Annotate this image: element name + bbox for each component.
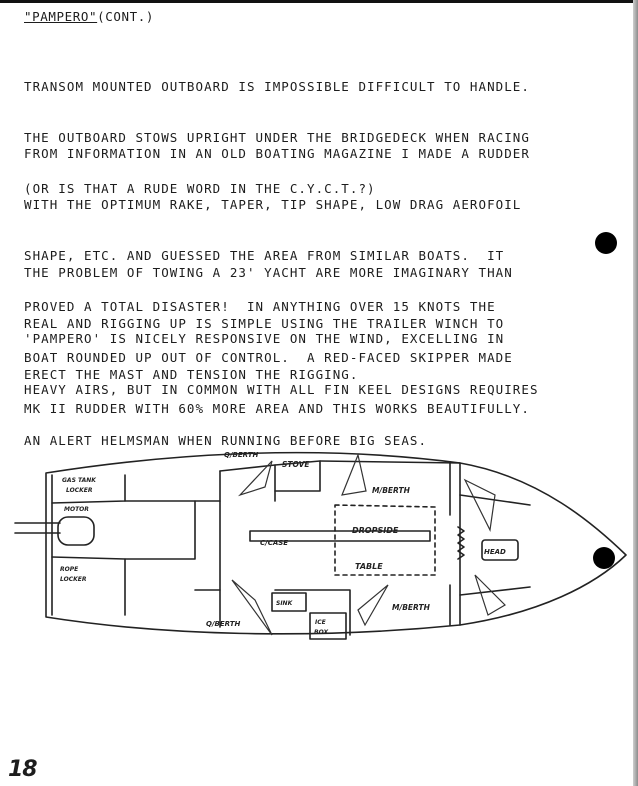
- label-table: TABLE: [355, 562, 383, 571]
- text-line: THE OUTBOARD STOWS UPRIGHT UNDER THE BRIDGEDECK WHEN RACING: [24, 130, 530, 145]
- label-sink: SINK: [276, 600, 293, 607]
- text-line: HEAVY AIRS, BUT IN COMMON WITH ALL FIN KEEL DESIGNS REQUIRES: [24, 382, 539, 397]
- text-line: AN ALERT HELMSMAN WHEN RUNNING BEFORE BIG SEAS.: [24, 433, 428, 448]
- punch-hole-upper: [595, 232, 617, 254]
- label-gas-tank: GAS TANK: [62, 477, 96, 484]
- text-line: SHAPE, ETC. AND GUESSED THE AREA FROM SIMILAR BOATS. IT: [24, 248, 505, 263]
- label-ice-box: BOX: [314, 629, 329, 636]
- title-boat-name: "PAMPERO": [24, 9, 98, 24]
- label-head: HEAD: [484, 548, 506, 556]
- text-line: REAL AND RIGGING UP IS SIMPLE USING THE TRAILER WINCH TO: [24, 316, 505, 331]
- page-top-edge: [0, 0, 638, 3]
- label-rope-locker: LOCKER: [60, 576, 87, 583]
- text-line: PROVED A TOTAL DISASTER! IN ANYTHING OVER 15 KNOTS THE: [24, 299, 496, 314]
- label-q-berth-bottom: Q/BERTH: [206, 620, 241, 628]
- text-line: (OR IS THAT A RUDE WORD IN THE C.Y.C.T.?): [24, 181, 376, 196]
- motor-tiller: [15, 523, 60, 533]
- text-line: 'PAMPERO' IS NICELY RESPONSIVE ON THE WIND, EXCELLING IN: [24, 331, 505, 346]
- title-continued: (CONT.): [97, 9, 155, 24]
- punch-hole-lower: [593, 547, 615, 569]
- label-m-berth-bottom: M/BERTH: [392, 603, 430, 612]
- page-title: [24, 9, 154, 24]
- hull-outline: [46, 453, 626, 634]
- label-motor: MOTOR: [64, 506, 89, 513]
- label-ice: ICE: [315, 619, 326, 626]
- label-c-case: C/CASE: [260, 539, 289, 547]
- text-line: MK II RUDDER WITH 60% MORE AREA AND THIS WORKS BEAUTIFULLY.: [24, 401, 530, 416]
- text-line: THE PROBLEM OF TOWING A 23' YACHT ARE MORE IMAGINARY THAN: [24, 265, 513, 280]
- page-number: 18: [8, 757, 37, 782]
- label-q-berth-top: Q/BERTH: [224, 451, 259, 459]
- text-line: ERECT THE MAST AND TENSION THE RIGGING.: [24, 367, 359, 382]
- label-dropside: DROPSIDE: [352, 526, 399, 535]
- label-rope: ROPE: [60, 566, 79, 573]
- label-stove: STOVE: [282, 460, 310, 469]
- page-right-edge: [633, 0, 638, 786]
- text-line: TRANSOM MOUNTED OUTBOARD IS IMPOSSIBLE DIFFICULT TO HANDLE.: [24, 79, 530, 94]
- text-line: WITH THE OPTIMUM RAKE, TAPER, TIP SHAPE, LOW DRAG AEROFOIL: [24, 197, 522, 212]
- motor-body: [58, 517, 94, 545]
- text-line: BOAT ROUNDED UP OUT OF CONTROL. A RED-FACED SKIPPER MADE: [24, 350, 513, 365]
- text-line: FROM INFORMATION IN AN OLD BOATING MAGAZINE I MADE A RUDDER: [24, 146, 530, 161]
- deck-plan-drawing: [10, 435, 638, 640]
- label-m-berth-top: M/BERTH: [372, 486, 410, 495]
- label-gas-tank-locker: LOCKER: [66, 487, 93, 494]
